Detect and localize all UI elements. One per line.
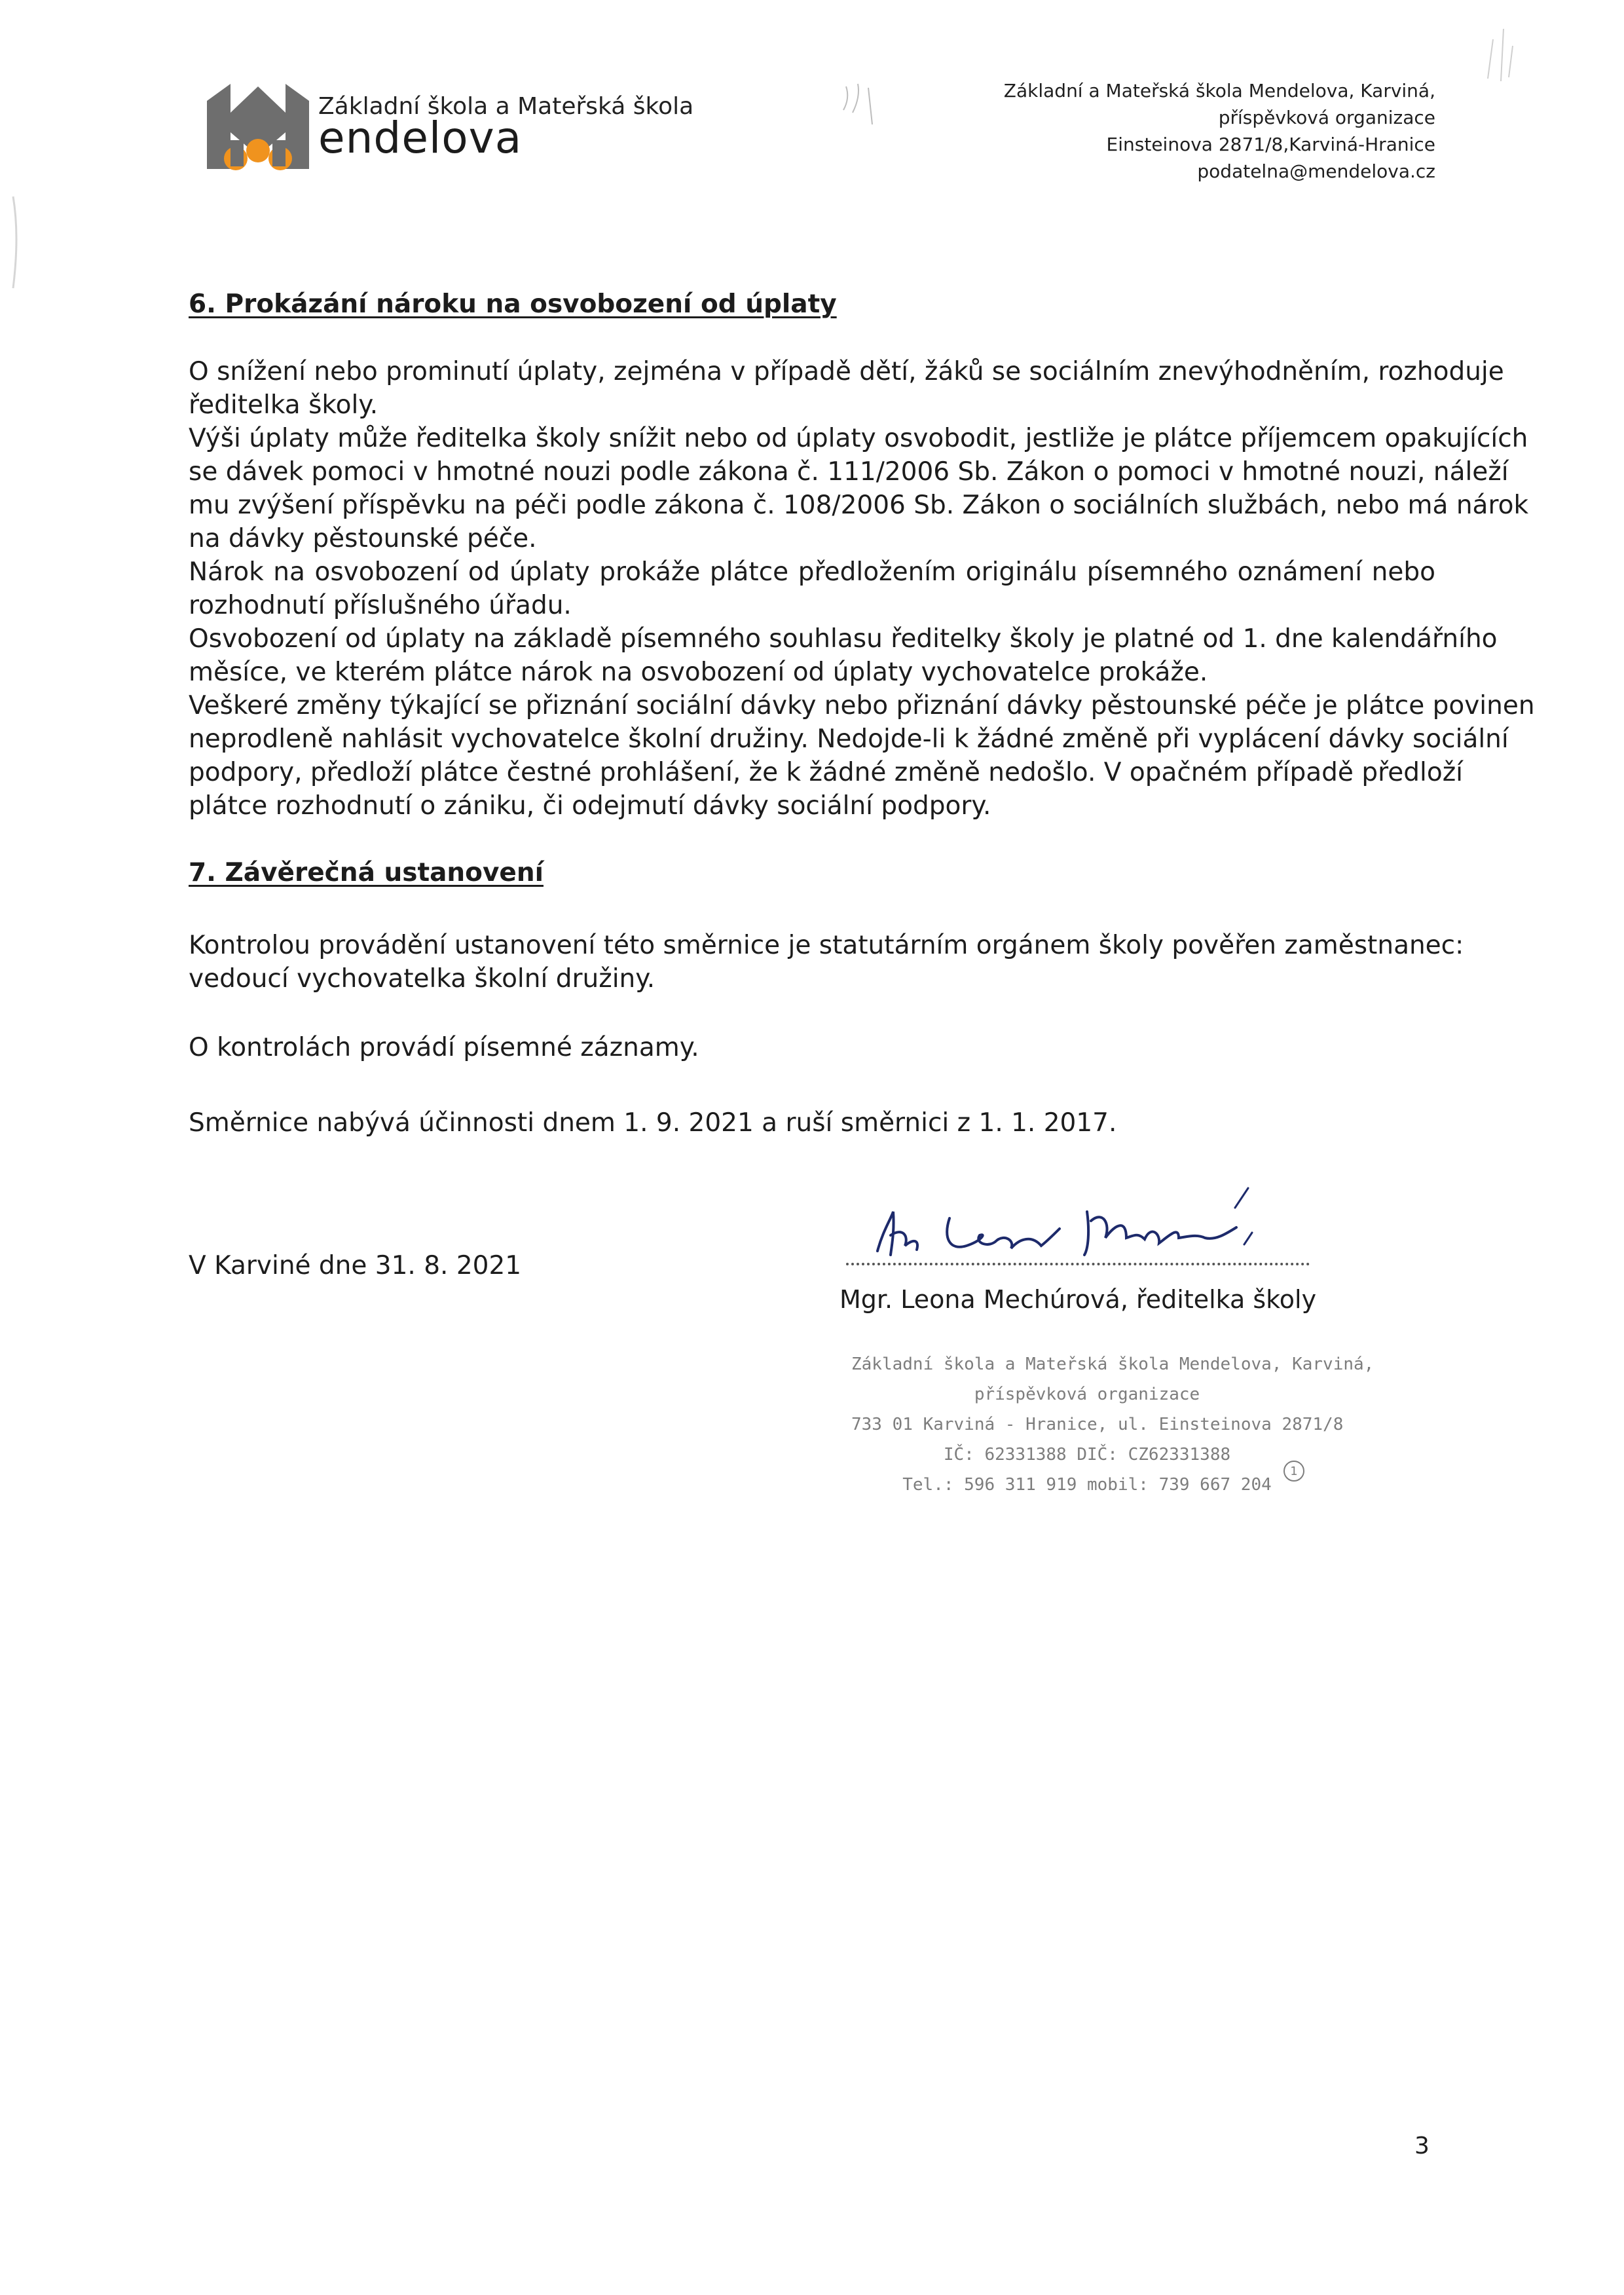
body-line: Veškeré změny týkající se přiznání sociální dávky nebo přiznání dávky pěstounské péče je plátce povinen <box>189 691 1535 720</box>
signer-name-and-title: Mgr. Leona Mechúrová, ředitelka školy <box>840 1285 1317 1314</box>
stamp-number: 1 <box>1290 1465 1298 1478</box>
effective-date-statement: Směrnice nabývá účinnosti dnem 1. 9. 2021 a ruší směrnici z 1. 1. 2017. <box>189 1108 1117 1138</box>
section-7-heading: 7. Závěrečná ustanovení <box>189 858 544 887</box>
school-logo <box>204 77 322 176</box>
org-name: Základní a Mateřská škola Mendelova, Karviná, <box>1003 80 1435 102</box>
place-and-date: V Karviné dne 31. 8. 2021 <box>189 1251 522 1280</box>
stamp-line: 733 01 Karviná - Hranice, ul. Einsteinova 2871/8 <box>851 1415 1344 1434</box>
page-number: 3 <box>1414 2133 1430 2159</box>
stamp-line: Tel.: 596 311 919 mobil: 739 667 204 <box>902 1475 1272 1495</box>
signature-line <box>846 1263 1310 1265</box>
stamp-line: příspěvková organizace <box>974 1385 1200 1404</box>
body-line: podpory, předloží plátce čestné prohlášení, že k žádné změně nedošlo. V opačném případě předloží <box>189 758 1464 787</box>
body-line: mu zvýšení příspěvku na péči podle zákona č. 108/2006 Sb. Zákon o sociálních službách, nebo má nárok <box>189 491 1529 520</box>
org-street: Einsteinova 2871/8,Karviná-Hranice <box>1106 134 1435 155</box>
section-6-heading: 6. Prokázání nároku na osvobození od úplaty <box>189 289 837 319</box>
body-line: rozhodnutí příslušného úřadu. <box>189 591 572 620</box>
org-email: podatelna@mendelova.cz <box>1197 160 1435 182</box>
body-line: Osvobození od úplaty na základě písemného souhlasu ředitelky školy je platné od 1. dne kalendářního <box>189 624 1498 654</box>
body-line: Výši úplaty může ředitelka školy snížit nebo od úplaty osvobodit, jestliže je plátce příjemcem opakujících <box>189 424 1528 453</box>
body-line: měsíce, ve kterém plátce nárok na osvobození od úplaty vychovatelce prokáže. <box>189 658 1208 687</box>
records-note: O kontrolách provádí písemné záznamy. <box>189 1033 699 1062</box>
stamp-line: Základní škola a Mateřská škola Mendelova, Karviná, <box>851 1354 1375 1374</box>
scan-marks <box>0 0 1624 393</box>
section-7-body <box>189 929 1464 996</box>
body-line: neprodleně nahlásit vychovatelce školní družiny. Nedojde-li k žádné změně při vyplácení dávky sociální <box>189 724 1509 754</box>
organization-address <box>1004 77 1435 185</box>
section-6-body <box>189 355 1535 823</box>
body-line: ředitelka školy. <box>189 390 378 420</box>
handwritten-signature <box>851 1172 1323 1271</box>
body-line: O snížení nebo prominutí úplaty, zejména v případě dětí, žáků se sociálním znevýhodněním, rozhoduje <box>189 357 1504 386</box>
logo-school-name: Základní škola a Mateřská škola <box>318 93 694 120</box>
body-line: se dávek pomoci v hmotné nouzi podle zákona č. 111/2006 Sb. Zákon o pomoci v hmotné nouzi, náleží <box>189 457 1509 487</box>
school-stamp <box>851 1349 1375 1500</box>
org-type: příspěvková organizace <box>1218 107 1435 128</box>
body-line: plátce rozhodnutí o zániku, či odejmutí dávky sociální podpory. <box>189 791 991 821</box>
logo-wordmark: endelova <box>318 113 523 163</box>
body-line: vedoucí vychovatelka školní družiny. <box>189 964 655 994</box>
stamp-number-circle <box>1282 1459 1306 1483</box>
body-line: Nárok na osvobození od úplaty prokáže plátce předložením originálu písemného oznámení nebo <box>189 557 1435 587</box>
body-line: Kontrolou provádění ustanovení této směrnice je statutárním orgánem školy pověřen zaměstnanec: <box>189 931 1464 960</box>
body-line: na dávky pěstounské péče. <box>189 524 537 553</box>
stamp-line: IČ: 62331388 DIČ: CZ62331388 <box>943 1445 1231 1465</box>
